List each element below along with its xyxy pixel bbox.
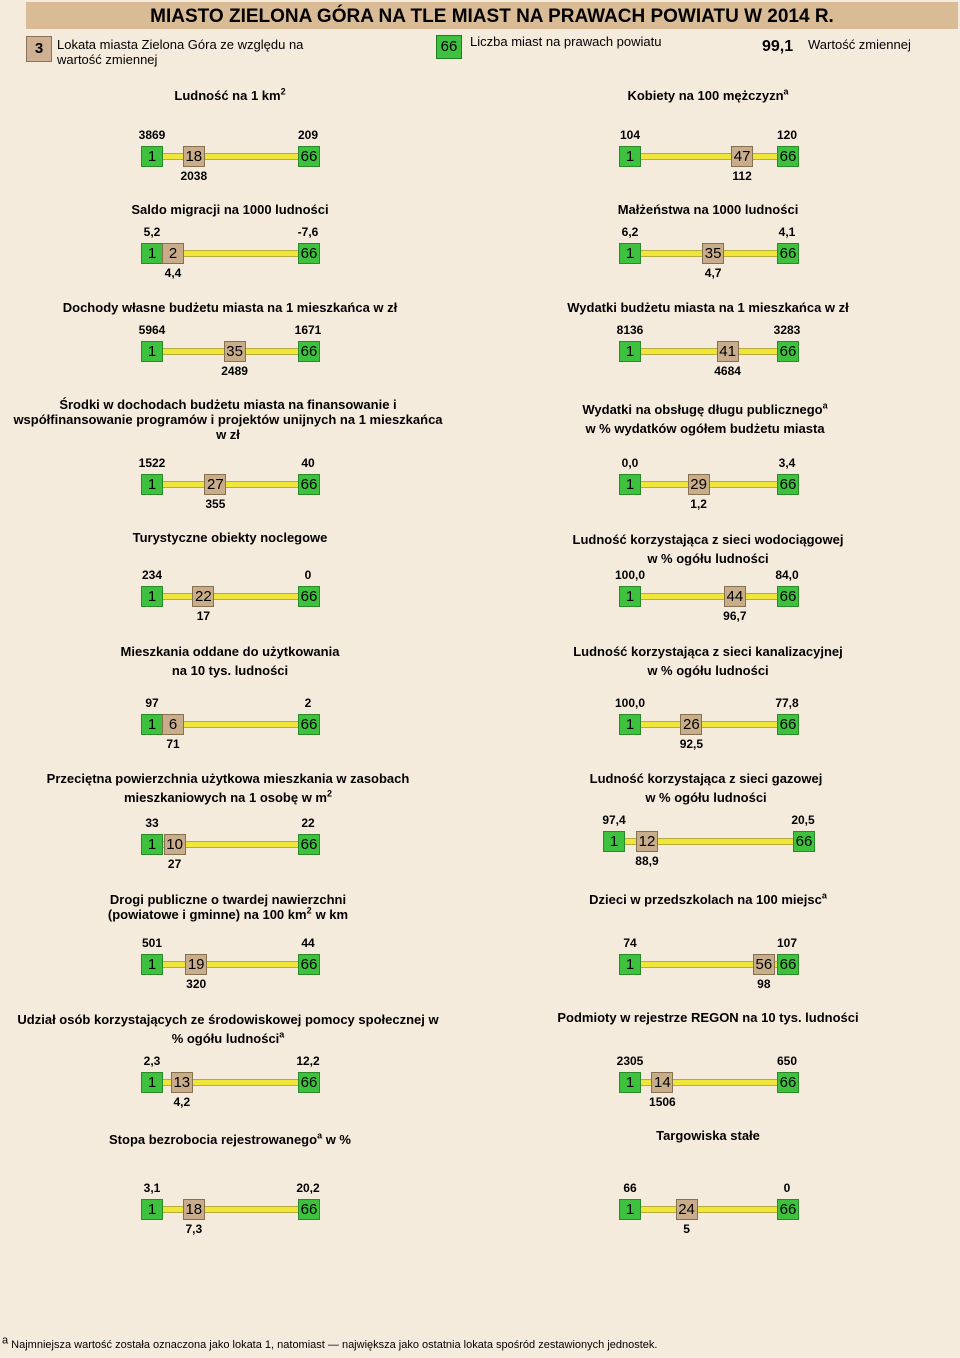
page-title: MIASTO ZIELONA GÓRA NA TLE MIAST NA PRAWACH POWIATU W 2014 R. <box>26 2 958 29</box>
worst-value: 209 <box>297 128 319 142</box>
indicator-title-pomoc: Udział osób korzystających ze środowiskowej pomocy społecznej w % ogółu ludności$^a$ <box>17 1012 439 1046</box>
best-value: 0,0 <box>621 456 639 470</box>
rank-marker-drogi: 19 <box>185 954 207 975</box>
rank-first-box: 1 <box>619 1199 641 1220</box>
rank-first-box: 1 <box>603 831 625 852</box>
indicator-title-srodki-ue: Środki w dochodach budżetu miasta na finansowanie i współfinansowanie programów i projektów unijnych na 1 mieszkańca w zł <box>13 397 443 442</box>
best-value: 5,2 <box>143 225 161 239</box>
indicator-title-saldo: Saldo migracji na 1000 ludności <box>131 202 329 217</box>
city-value: 88,9 <box>635 854 659 868</box>
indicator-bar-targowiska <box>620 1206 797 1213</box>
rank-last-box: 66 <box>298 243 320 264</box>
rank-marker-targowiska: 24 <box>676 1199 698 1220</box>
legend-count-description: Liczba miast na prawach powiatu <box>470 34 662 49</box>
city-value: 71 <box>166 737 180 751</box>
city-value: 320 <box>186 977 207 991</box>
rank-marker-powierzchnia: 10 <box>164 834 186 855</box>
rank-first-box: 1 <box>619 146 641 167</box>
city-value: 1506 <box>649 1095 676 1109</box>
best-value: 74 <box>623 936 637 950</box>
rank-marker-saldo: 2 <box>162 243 184 264</box>
best-value: 100,0 <box>614 696 646 710</box>
rank-first-box: 1 <box>141 1072 163 1093</box>
worst-value: 40 <box>301 456 315 470</box>
rank-marker-wodociag: 44 <box>724 586 746 607</box>
rank-last-box: 66 <box>298 341 320 362</box>
rank-last-box: 66 <box>298 714 320 735</box>
indicator-title-bezrobocie: Stopa bezrobocia rejestrowanego$^a$ w % <box>109 1130 351 1147</box>
indicator-title-dlug: Wydatki na obsługę długu publicznego$^a$ w % wydatków ogółem budżetu miasta <box>582 400 828 436</box>
worst-value: 0 <box>783 1181 791 1195</box>
rank-first-box: 1 <box>619 243 641 264</box>
best-value: 33 <box>145 816 159 830</box>
best-value: 8136 <box>616 323 644 337</box>
rank-first-box: 1 <box>619 586 641 607</box>
rank-marker-dochody: 35 <box>224 341 246 362</box>
indicator-bar-srodki-ue <box>142 481 318 488</box>
rank-first-box: 1 <box>619 954 641 975</box>
rank-first-box: 1 <box>141 954 163 975</box>
rank-first-box: 1 <box>141 834 163 855</box>
rank-last-box: 66 <box>298 834 320 855</box>
rank-last-box: 66 <box>298 954 320 975</box>
rank-marker-dlug: 29 <box>688 474 710 495</box>
rank-last-box: 66 <box>793 831 815 852</box>
best-value: 3869 <box>138 128 166 142</box>
rank-last-box: 66 <box>298 1199 320 1220</box>
indicator-bar-ludnosc-km2 <box>142 153 318 160</box>
legend-value-example: 99,1 <box>762 38 794 55</box>
city-value: 7,3 <box>185 1222 203 1236</box>
indicator-title-malzenstwa: Małżeństwa na 1000 ludności <box>617 202 799 217</box>
rank-first-box: 1 <box>141 1199 163 1220</box>
city-value: 27 <box>167 857 182 871</box>
city-value: 355 <box>205 497 226 511</box>
rank-last-box: 66 <box>298 474 320 495</box>
indicator-title-wodociag: Ludność korzystająca z sieci wodociągowej w % ogółu ludności <box>572 532 844 566</box>
city-value: 5 <box>683 1222 690 1236</box>
rank-first-box: 1 <box>619 474 641 495</box>
rank-first-box: 1 <box>141 243 163 264</box>
indicator-bar-regon <box>620 1079 797 1086</box>
rank-marker-malzenstwa: 35 <box>702 243 724 264</box>
city-value: 4,2 <box>173 1095 191 1109</box>
rank-last-box: 66 <box>777 586 799 607</box>
indicator-title-kanalizacja: Ludność korzystająca z sieci kanalizacyjnej w % ogółu ludności <box>573 644 843 678</box>
indicator-title-ludnosc-km2: Ludność na 1 $km^2$ <box>174 86 286 103</box>
rank-marker-przedszkola: 56 <box>753 954 775 975</box>
rank-last-box: 66 <box>777 954 799 975</box>
best-value: 234 <box>141 568 163 582</box>
rank-first-box: 1 <box>141 146 163 167</box>
indicator-bar-turystyczne <box>142 593 318 600</box>
best-value: 66 <box>623 1181 637 1195</box>
indicator-title-mieszkania: Mieszkania oddane do użytkowania na 10 tys. ludności <box>120 644 340 678</box>
best-value: 2305 <box>616 1054 644 1068</box>
worst-value: 3,4 <box>778 456 796 470</box>
best-value: 501 <box>141 936 163 950</box>
indicator-title-wydatki: Wydatki budżetu miasta na 1 mieszkańca w zł <box>567 300 849 315</box>
indicator-title-gaz: Ludność korzystająca z sieci gazowej w % ogółu ludności <box>589 771 823 805</box>
city-value: 4,7 <box>704 266 722 280</box>
indicator-title-targowiska: Targowiska stałe <box>656 1128 760 1143</box>
rank-marker-kobiety: 47 <box>731 146 753 167</box>
city-value: 112 <box>732 169 752 183</box>
worst-value: 22 <box>301 816 315 830</box>
worst-value: 0 <box>304 568 312 582</box>
rank-marker-bezrobocie: 18 <box>183 1199 205 1220</box>
rank-last-box: 66 <box>298 1072 320 1093</box>
rank-first-box: 1 <box>619 1072 641 1093</box>
legend-count-box: 66 <box>436 35 462 59</box>
rank-first-box: 1 <box>141 474 163 495</box>
city-value: 2489 <box>221 364 248 378</box>
indicator-bar-bezrobocie <box>142 1206 318 1213</box>
city-value: 4684 <box>714 364 741 378</box>
indicator-bar-wydatki <box>620 348 797 355</box>
worst-value: 77,8 <box>775 696 799 710</box>
rank-marker-wydatki: 41 <box>717 341 739 362</box>
rank-last-box: 66 <box>777 243 799 264</box>
rank-last-box: 66 <box>777 1199 799 1220</box>
rank-last-box: 66 <box>777 474 799 495</box>
rank-marker-regon: 14 <box>651 1072 673 1093</box>
worst-value: 1671 <box>294 323 322 337</box>
indicator-title-regon: Podmioty w rejestrze REGON na 10 tys. ludności <box>557 1010 859 1025</box>
rank-last-box: 66 <box>777 1072 799 1093</box>
indicator-bar-kobiety <box>620 153 797 160</box>
best-value: 97,4 <box>602 813 626 827</box>
best-value: 100,0 <box>614 568 646 582</box>
best-value: 3,1 <box>143 1181 161 1195</box>
city-value: 92,5 <box>679 737 704 751</box>
best-value: 1522 <box>138 456 166 470</box>
city-value: 96,7 <box>723 609 747 623</box>
rank-marker-turystyczne: 22 <box>192 586 214 607</box>
indicator-title-przedszkola: Dzieci w przedszkolach na 100 miejsc$^a$ <box>589 890 827 907</box>
indicator-title-kobiety: Kobiety na 100 mężczyzn$^a$ <box>627 86 789 103</box>
indicator-bar-pomoc <box>142 1079 318 1086</box>
worst-value: 84,0 <box>775 568 799 582</box>
rank-marker-kanalizacja: 26 <box>680 714 702 735</box>
rank-last-box: 66 <box>298 146 320 167</box>
city-value: 98 <box>757 977 771 991</box>
best-value: 104 <box>619 128 641 142</box>
best-value: 97 <box>145 696 159 710</box>
legend-rank-description: Lokata miasta Zielona Góra ze względu na wartość zmiennej <box>57 37 304 67</box>
indicator-title-turystyczne: Turystyczne obiekty noclegowe <box>132 530 328 545</box>
rank-last-box: 66 <box>777 714 799 735</box>
indicator-bar-drogi <box>142 961 318 968</box>
indicator-title-drogi: Drogi publiczne o twardej nawierzchni (powiatowe i gminne) na 100 $km^2$ w km <box>107 892 349 922</box>
rank-last-box: 66 <box>777 341 799 362</box>
indicator-title-powierzchnia: Przeciętna powierzchnia użytkowa mieszkania w zasobach mieszkaniowych na 1 osobę w $m^2$ <box>46 771 410 805</box>
rank-first-box: 1 <box>619 714 641 735</box>
worst-value: 20,2 <box>296 1181 320 1195</box>
indicator-title-dochody: Dochody własne budżetu miasta na 1 mieszkańca w zł <box>62 300 398 315</box>
city-value: 4,4 <box>164 266 182 280</box>
rank-first-box: 1 <box>141 341 163 362</box>
worst-value: 107 <box>776 936 798 950</box>
rank-first-box: 1 <box>141 714 163 735</box>
best-value: 6,2 <box>621 225 639 239</box>
rank-marker-ludnosc-km2: 18 <box>183 146 205 167</box>
legend-value-description: Wartość zmiennej <box>808 37 911 52</box>
rank-marker-mieszkania: 6 <box>162 714 184 735</box>
rank-first-box: 1 <box>141 586 163 607</box>
city-value: 2038 <box>180 169 208 183</box>
rank-first-box: 1 <box>619 341 641 362</box>
city-value: 1,2 <box>690 497 707 511</box>
worst-value: 650 <box>776 1054 798 1068</box>
worst-value: 20,5 <box>791 813 815 827</box>
worst-value: 4,1 <box>778 225 796 239</box>
worst-value: 44 <box>301 936 315 950</box>
indicator-bar-wodociag <box>620 593 797 600</box>
worst-value: 12,2 <box>296 1054 320 1068</box>
footnote: $^a$ Najmniejsza wartość została oznaczona jako lokata 1, natomiast — największa jako ostatnia lokata spośród zestawionych jednostek. <box>2 1334 658 1351</box>
best-value: 2,3 <box>143 1054 161 1068</box>
worst-value: 3283 <box>773 323 801 337</box>
best-value: 5964 <box>138 323 166 337</box>
rank-marker-srodki-ue: 27 <box>204 474 226 495</box>
worst-value: 2 <box>304 696 312 710</box>
indicator-bar-kanalizacja <box>620 721 797 728</box>
rank-marker-gaz: 12 <box>636 831 658 852</box>
legend-rank-box: 3 <box>26 36 52 62</box>
rank-last-box: 66 <box>298 586 320 607</box>
worst-value: 120 <box>776 128 798 142</box>
worst-value: -7,6 <box>297 225 319 239</box>
rank-last-box: 66 <box>777 146 799 167</box>
city-value: 17 <box>196 609 211 623</box>
rank-marker-pomoc: 13 <box>171 1072 193 1093</box>
